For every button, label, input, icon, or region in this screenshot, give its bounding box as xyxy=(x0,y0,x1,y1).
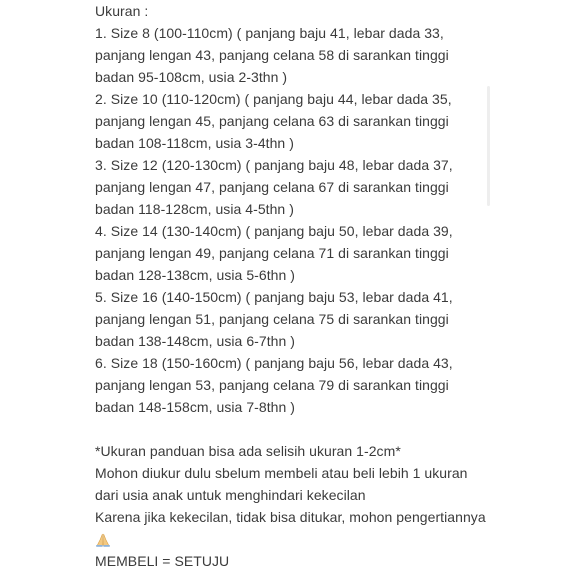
note-line: dari usia anak untuk menghindari kekecilan xyxy=(95,487,366,503)
size-line: badan 148-158cm, usia 7-8thn ) xyxy=(95,399,295,415)
size-line: 1. Size 8 (100-110cm) ( panjang baju 41, lebar dada 33, xyxy=(95,25,444,41)
size-line: panjang lengan 51, panjang celana 75 di sarankan tinggi xyxy=(95,311,449,327)
note-line: Karena jika kekecilan, tidak bisa ditukar, mohon pengertiannya xyxy=(95,509,486,525)
size-guide-text xyxy=(95,0,555,572)
size-line: 2. Size 10 (110-120cm) ( panjang baju 44, lebar dada 35, xyxy=(95,91,452,107)
size-line: 3. Size 12 (120-130cm) ( panjang baju 48, lebar dada 37, xyxy=(95,157,453,173)
size-heading: Ukuran : xyxy=(95,3,149,19)
pray-icon xyxy=(95,533,111,547)
size-line: badan 108-118cm, usia 3-4thn ) xyxy=(95,135,294,151)
size-line: panjang lengan 47, panjang celana 67 di sarankan tinggi xyxy=(95,179,449,195)
emoji-line xyxy=(95,528,555,550)
size-line: 5. Size 16 (140-150cm) ( panjang baju 53, lebar dada 41, xyxy=(95,289,453,305)
size-line: 6. Size 18 (150-160cm) ( panjang baju 56, lebar dada 43, xyxy=(95,355,453,371)
size-line: badan 138-148cm, usia 6-7thn ) xyxy=(95,333,295,349)
note-line: Mohon diukur dulu sbelum membeli atau beli lebih 1 ukuran xyxy=(95,465,468,481)
size-line: panjang lengan 53, panjang celana 79 di sarankan tinggi xyxy=(95,377,449,393)
size-line: badan 118-128cm, usia 4-5thn ) xyxy=(95,201,294,217)
size-line: panjang lengan 43, panjang celana 58 di sarankan tinggi xyxy=(95,47,449,63)
size-line: badan 128-138cm, usia 5-6thn ) xyxy=(95,267,295,283)
size-line: panjang lengan 49, panjang celana 71 di sarankan tinggi xyxy=(95,245,449,261)
size-line: 4. Size 14 (130-140cm) ( panjang baju 50, lebar dada 39, xyxy=(95,223,453,239)
scrollbar[interactable] xyxy=(487,86,490,206)
footer-agreement: MEMBELI = SETUJU xyxy=(95,553,230,569)
note-line: *Ukuran panduan bisa ada selisih ukuran 1-2cm* xyxy=(95,443,401,459)
size-line: badan 95-108cm, usia 2-3thn ) xyxy=(95,69,288,85)
size-line: panjang lengan 45, panjang celana 63 di sarankan tinggi xyxy=(95,113,449,129)
spacer xyxy=(95,418,555,440)
